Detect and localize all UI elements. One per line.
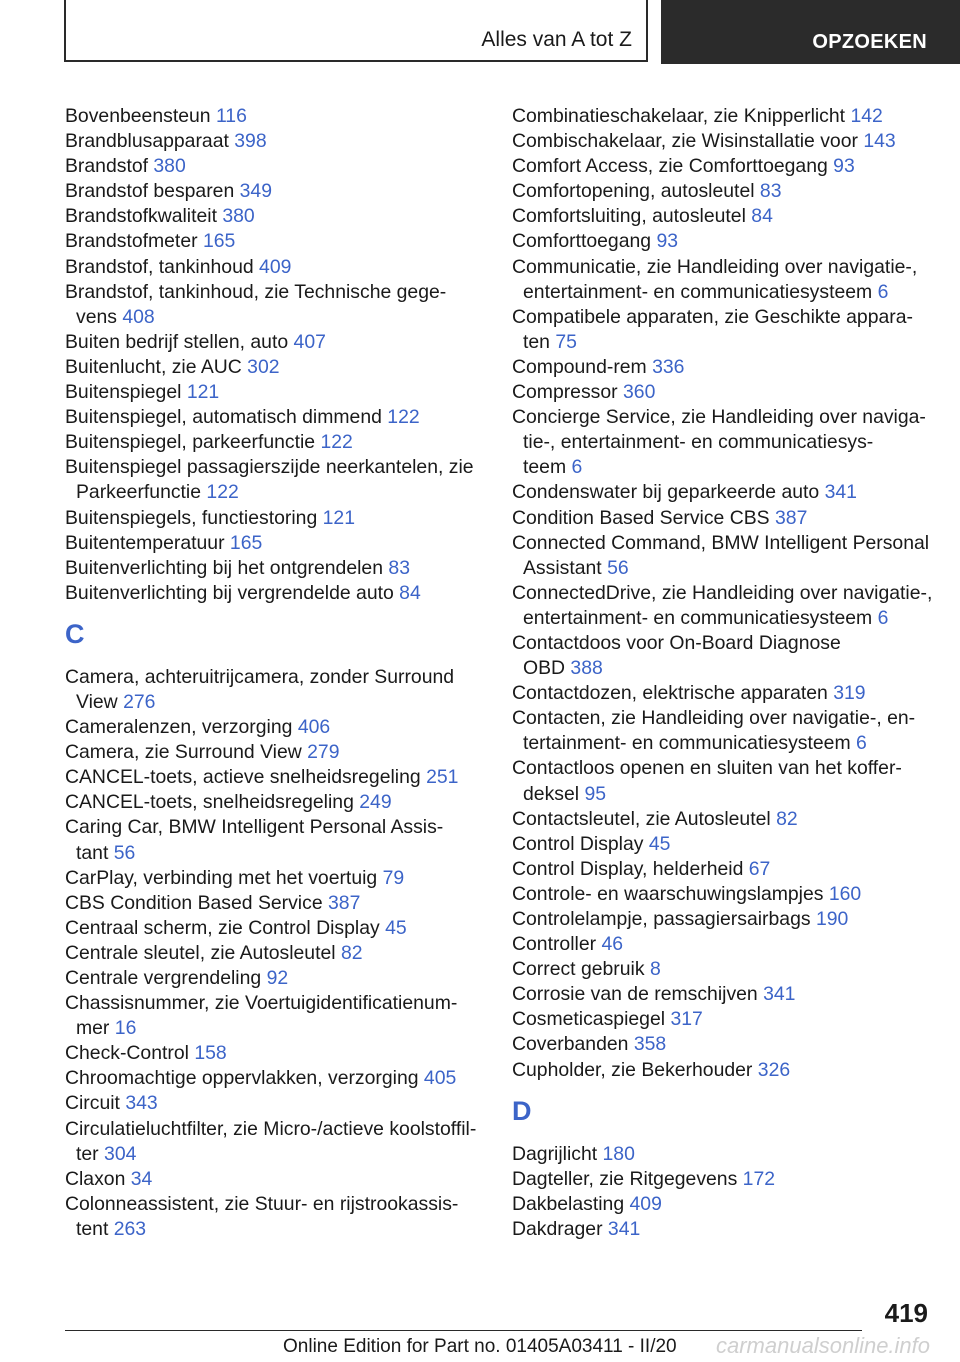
page-reference-link[interactable]: 190 (815, 908, 849, 930)
index-entry (65, 1091, 495, 1116)
index-entry (65, 1041, 495, 1066)
index-entry-text: Dagteller, zie Ritgegevens (512, 1167, 743, 1190)
page-reference-link[interactable]: 67 (748, 857, 771, 880)
index-column-left (65, 104, 495, 1242)
index-entry (512, 1032, 932, 1057)
page-reference-link[interactable]: 122 (206, 481, 239, 504)
page-reference-link[interactable]: 93 (833, 155, 855, 178)
index-entry-text: Buiten bedrijf stellen, auto (65, 330, 294, 353)
page-reference-link[interactable]: 380 (153, 155, 186, 178)
index-entry-text: Concierge Service, zie Handleiding over naviga- (512, 406, 926, 429)
page-reference-link[interactable]: 160 (828, 882, 862, 905)
index-entry (512, 907, 932, 932)
index-entry (65, 204, 495, 229)
lookup-tab-label: OPZOEKEN (812, 31, 927, 53)
index-entry-text: ten (523, 330, 556, 353)
page-reference-link[interactable]: 93 (656, 230, 679, 253)
page-reference-link[interactable]: 45 (385, 916, 407, 939)
index-entry-text: Chassisnummer, zie Voertuigidentificatienum- (65, 992, 458, 1015)
index-entry-text: Buitenverlichting bij het ontgrendelen (65, 556, 389, 579)
page-reference-link[interactable]: 142 (850, 105, 883, 127)
index-entry (512, 932, 932, 957)
page-reference-link[interactable]: 82 (340, 941, 363, 964)
index-entry (65, 790, 495, 815)
index-entry (65, 1192, 495, 1242)
index-entry-text: Contacten, zie Handleiding over navigatie-, en- (512, 707, 916, 730)
index-entry (512, 706, 932, 756)
index-entry (65, 380, 495, 405)
index-entry (65, 891, 495, 916)
page-reference-link[interactable]: 56 (113, 841, 136, 864)
index-entry-text: CANCEL-toets, actieve snelheidsregeling (65, 766, 427, 789)
index-entry-text: Cupholder, zie Bekerhouder (512, 1058, 758, 1081)
page-reference-link[interactable]: 6 (571, 456, 583, 479)
index-entry-text: Combinatieschakelaar, zie Knipperlicht (512, 105, 851, 127)
index-entry-text: Claxon (65, 1167, 131, 1190)
page-reference-link[interactable]: 79 (382, 866, 405, 889)
index-entry (512, 982, 932, 1007)
page-reference-link[interactable]: 83 (388, 556, 410, 579)
index-entry-text: Buitentemperatuur (65, 531, 230, 554)
index-entry (512, 882, 932, 907)
index-entry (512, 1058, 932, 1083)
index-entry-text: Comfortopening, autosleutel (512, 180, 760, 203)
page-number: 419 (884, 1298, 928, 1328)
page-reference-link[interactable]: 92 (266, 967, 289, 989)
index-entry-text: Parkeerfunctie (76, 481, 207, 504)
page-reference-link[interactable]: 158 (194, 1042, 227, 1065)
index-entry-text: Controlelampje, passagiersairbags (512, 908, 816, 930)
index-entry-text: tie-, entertainment- en communicatiesys- (523, 431, 874, 454)
page-reference-link[interactable]: 276 (123, 690, 156, 713)
index-entry (512, 255, 932, 305)
index-entry (65, 866, 495, 891)
index-entry (512, 1217, 932, 1242)
index-entry-text: Contactdoos voor On-Board Diagnose (512, 631, 841, 654)
index-entry (65, 229, 495, 254)
index-entry-text: Brandstofkwaliteit (65, 205, 223, 228)
index-entry-text: Comfort Access, zie Comforttoegang (512, 155, 834, 178)
index-entry-text: Brandstof (65, 155, 154, 178)
index-entry (512, 355, 932, 380)
index-entry-text: vens (76, 305, 123, 328)
index-entry-text: Camera, achteruitrijcamera, zonder Surround (65, 665, 455, 688)
index-entry-text: tertainment- en communicatiesysteem (523, 732, 857, 755)
index-entry (512, 154, 932, 179)
index-entry-text: Brandblusapparaat (65, 130, 235, 153)
index-entry (512, 480, 932, 505)
page-reference-link[interactable]: 387 (328, 891, 361, 914)
index-entry-text: Buitenspiegel, automatisch dimmend (65, 406, 388, 429)
index-entry (65, 715, 495, 740)
index-entry-text: Cosmeticaspiegel (512, 1008, 671, 1031)
page-reference-link[interactable]: 116 (215, 105, 247, 127)
page-reference-link[interactable]: 56 (607, 556, 629, 579)
index-entry (65, 129, 495, 154)
page-reference-link[interactable]: 409 (259, 255, 292, 278)
index-entry-text: Correct gebruik (512, 958, 650, 981)
index-entry (512, 857, 932, 882)
page-reference-link[interactable]: 409 (629, 1192, 662, 1215)
page-reference-link[interactable]: 406 (297, 716, 331, 739)
index-entry-text: Colonneassistent, zie Stuur- en rijstrookassis- (65, 1192, 459, 1215)
lookup-tab[interactable] (661, 0, 960, 64)
page-reference-link[interactable]: 84 (399, 581, 421, 604)
page-reference-link[interactable]: 336 (652, 355, 685, 378)
index-entry (65, 405, 495, 430)
index-entry-text: Contactloos openen en sluiten van het koffer- (512, 757, 902, 780)
footer-edition-text: Online Edition for Part no. 01405A03411 - II/20 (283, 1336, 677, 1357)
index-entry-text: entertainment- en communicatiesysteem (523, 280, 878, 303)
index-entry (65, 665, 495, 715)
index-entry (65, 355, 495, 380)
page-reference-link[interactable]: 263 (113, 1217, 147, 1240)
index-entry-text: Compatibele apparaten, zie Geschikte appara- (512, 305, 913, 328)
index-entry (512, 957, 932, 982)
page-reference-link[interactable]: 251 (426, 766, 459, 789)
page-reference-link[interactable]: 121 (186, 381, 220, 404)
index-entry (512, 129, 932, 154)
index-entry-text: Buitenspiegels, functiestoring (65, 506, 323, 529)
index-entry-text: mer (76, 1017, 115, 1040)
index-entry (512, 581, 932, 631)
index-entry-text: CBS Condition Based Service (65, 891, 328, 914)
page-reference-link[interactable]: 317 (670, 1008, 703, 1031)
index-entry (65, 1066, 495, 1091)
index-entry-text: Buitenverlichting bij vergrendelde auto (65, 581, 400, 604)
index-entry (512, 380, 932, 405)
page-reference-link[interactable]: 82 (776, 807, 798, 830)
page-reference-link[interactable]: 319 (833, 682, 866, 705)
page-reference-link[interactable]: 387 (775, 506, 808, 529)
page-reference-link[interactable]: 6 (877, 280, 889, 303)
index-entry (65, 255, 495, 280)
index-entry-text: Circulatieluchtfilter, zie Micro-/actieve koolstoffil- (65, 1117, 477, 1140)
index-entry-text: Condition Based Service CBS (512, 506, 775, 529)
index-column-right (512, 104, 932, 1242)
index-entry-text: Brandstof, tankinhoud, zie Technische gege- (65, 280, 447, 303)
page-reference-link[interactable]: 83 (759, 180, 782, 203)
index-entry (65, 740, 495, 765)
index-entry-text: Buitenspiegel (65, 381, 187, 404)
index-entry-text: Combischakelaar, zie Wisinstallatie voor (512, 130, 864, 153)
index-entry (65, 1167, 495, 1192)
page-reference-link[interactable]: 34 (130, 1167, 153, 1190)
index-entry-text: Check-Control (65, 1042, 195, 1065)
index-entry-text: ter (76, 1142, 105, 1165)
index-entry (65, 179, 495, 204)
index-entry (512, 531, 932, 581)
index-entry (65, 916, 495, 941)
index-entry (512, 681, 932, 706)
index-entry (65, 581, 495, 606)
index-entry (65, 104, 495, 129)
index-entry (65, 991, 495, 1041)
page-reference-link[interactable]: 326 (757, 1058, 791, 1081)
section-tab[interactable] (64, 0, 648, 62)
index-letter-heading: C (65, 618, 85, 649)
page-reference-link[interactable]: 302 (247, 355, 280, 378)
index-entry-text: Buitenlucht, zie AUC (65, 355, 248, 378)
index-entry-text: Contactdozen, elektrische apparaten (512, 682, 834, 705)
index-entry-text: deksel (523, 782, 585, 805)
index-entry-text: Corrosie van de remschijven (512, 983, 764, 1006)
page-reference-link[interactable]: 6 (856, 732, 867, 755)
page-reference-link[interactable]: 388 (570, 657, 603, 680)
watermark: carmanualsonline.info (716, 1333, 931, 1358)
index-entry-text: Chroomachtige oppervlakken, verzorging (65, 1067, 424, 1090)
page-reference-link[interactable]: 165 (229, 531, 263, 554)
page-reference-link[interactable]: 46 (601, 933, 624, 956)
index-entry-text: tent (76, 1217, 114, 1240)
page-reference-link[interactable]: 358 (633, 1033, 667, 1056)
page-reference-link[interactable]: 84 (751, 205, 773, 228)
index-entry (65, 455, 495, 505)
index-entry-text: entertainment- en communicatiesysteem (523, 606, 878, 629)
index-entry (512, 305, 932, 355)
page-reference-link[interactable]: 279 (307, 741, 340, 764)
index-entry-text: Brandstof besparen (65, 180, 240, 203)
index-entry-text: Cameralenzen, verzorging (65, 716, 298, 739)
page-reference-link[interactable]: 341 (607, 1217, 641, 1240)
index-entry-text: teem (523, 456, 572, 479)
index-entry-text: Brandstofmeter (65, 230, 203, 253)
page-reference-link[interactable]: 45 (648, 832, 671, 855)
page-reference-link[interactable]: 398 (234, 130, 267, 153)
index-entry (512, 405, 932, 480)
index-entry-text: Communicatie, zie Handleiding over navigatie-, (512, 255, 918, 278)
index-entry-text: CANCEL-toets, snelheidsregeling (65, 791, 360, 814)
index-entry (512, 1192, 932, 1217)
index-entry (512, 832, 932, 857)
page-reference-link[interactable]: 249 (359, 791, 392, 814)
index-entry-text: Coverbanden (512, 1033, 634, 1056)
index-entry-text: Centraal scherm, zie Control Display (65, 916, 386, 939)
index-entry-text: Dakdrager (512, 1217, 608, 1240)
index-entry (512, 756, 932, 806)
index-entry (512, 1142, 932, 1167)
index-entry (512, 1007, 932, 1032)
index-entry-text: Brandstof, tankinhoud (65, 255, 260, 278)
index-entry-text: OBD (523, 657, 571, 680)
index-entry-text: Centrale sleutel, zie Autosleutel (65, 941, 341, 964)
index-entry (65, 556, 495, 581)
index-entry (65, 815, 495, 865)
page-reference-link[interactable]: 75 (555, 330, 577, 353)
index-entry-text: Comforttoegang (512, 230, 657, 253)
index-letter-heading: D (512, 1095, 532, 1126)
page-reference-link[interactable]: 408 (122, 305, 155, 328)
index-entry-text: Compressor (512, 381, 623, 404)
page-header (0, 0, 960, 66)
index-entry-text: Buitenspiegel passagierszijde neerkantelen, zie (65, 456, 474, 479)
index-entry-text: Control Display, helderheid (512, 857, 749, 880)
index-entry-text: Compound-rem (512, 355, 653, 378)
index-entry-text: ConnectedDrive, zie Handleiding over navigatie-, (512, 581, 933, 604)
index-entry (65, 531, 495, 556)
page-reference-link[interactable]: 6 (877, 606, 889, 629)
index-entry (512, 229, 932, 254)
index-entry-text: Dakbelasting (512, 1192, 630, 1215)
index-entry-text: Contactsleutel, zie Autosleutel (512, 807, 777, 830)
page-reference-link[interactable]: 341 (824, 481, 857, 504)
footer-divider (65, 1330, 862, 1331)
page-reference-link[interactable]: 349 (239, 180, 272, 203)
index-entry-text: Comfortsluiting, autosleutel (512, 205, 752, 228)
page-reference-link[interactable]: 405 (423, 1067, 457, 1090)
page-reference-link[interactable]: 380 (222, 205, 255, 228)
index-entry (65, 966, 495, 991)
page-reference-link[interactable]: 341 (763, 983, 796, 1006)
index-entry (65, 330, 495, 355)
index-entry-text: Condenswater bij geparkeerde auto (512, 481, 825, 504)
index-entry-text: tant (76, 841, 114, 864)
index-entry-text: View (76, 690, 124, 713)
page-reference-link[interactable]: 407 (293, 330, 326, 353)
index-entry (512, 204, 932, 229)
index-entry-text: Buitenspiegel, parkeerfunctie (65, 431, 321, 454)
index-entry-text: Assistant (523, 556, 608, 579)
index-entry-text: Centrale vergrendeling (65, 967, 267, 989)
page-reference-link[interactable]: 95 (584, 782, 607, 805)
page-reference-link[interactable]: 8 (649, 958, 661, 981)
page-reference-link[interactable]: 343 (125, 1092, 158, 1115)
index-entry-text: CarPlay, verbinding met het voertuig (65, 866, 383, 889)
page-reference-link[interactable]: 143 (863, 130, 896, 153)
index-entry (65, 430, 495, 455)
page-reference-link[interactable]: 360 (623, 381, 656, 404)
index-entry (512, 1167, 932, 1192)
index-entry (65, 280, 495, 330)
page-reference-link[interactable]: 165 (202, 230, 236, 253)
index-entry-text: Camera, zie Surround View (65, 741, 308, 764)
page-reference-link[interactable]: 180 (602, 1142, 635, 1165)
section-title: Alles van A tot Z (481, 28, 632, 51)
index-entry (65, 1117, 495, 1167)
index-entry-text: Caring Car, BMW Intelligent Personal Assis- (65, 816, 444, 839)
index-entry-text: Circuit (65, 1092, 126, 1115)
page-reference-link[interactable]: 122 (387, 406, 420, 429)
page-reference-link[interactable]: 172 (742, 1167, 776, 1190)
index-entry (512, 506, 932, 531)
index-entry (65, 154, 495, 179)
page-reference-link[interactable]: 16 (114, 1017, 137, 1040)
index-entry-text: Control Display (512, 832, 649, 855)
index-entry (512, 179, 932, 204)
index-entry (65, 506, 495, 531)
index-entry (512, 104, 932, 129)
index-entry (512, 807, 932, 832)
index-entry-text: Controller (512, 933, 602, 956)
page-reference-link[interactable]: 121 (322, 506, 355, 529)
index-entry-text: Dagrijlicht (512, 1142, 603, 1165)
index-entry (65, 765, 495, 790)
index-entry (65, 941, 495, 966)
index-entry-text: Bovenbeensteun (65, 105, 216, 127)
index-entry (512, 631, 932, 681)
index-entry-text: Connected Command, BMW Intelligent Personal (512, 531, 930, 554)
page-reference-link[interactable]: 304 (104, 1142, 137, 1165)
page-reference-link[interactable]: 122 (320, 431, 353, 454)
index-entry-text: Controle- en waarschuwingslampjes (512, 882, 829, 905)
